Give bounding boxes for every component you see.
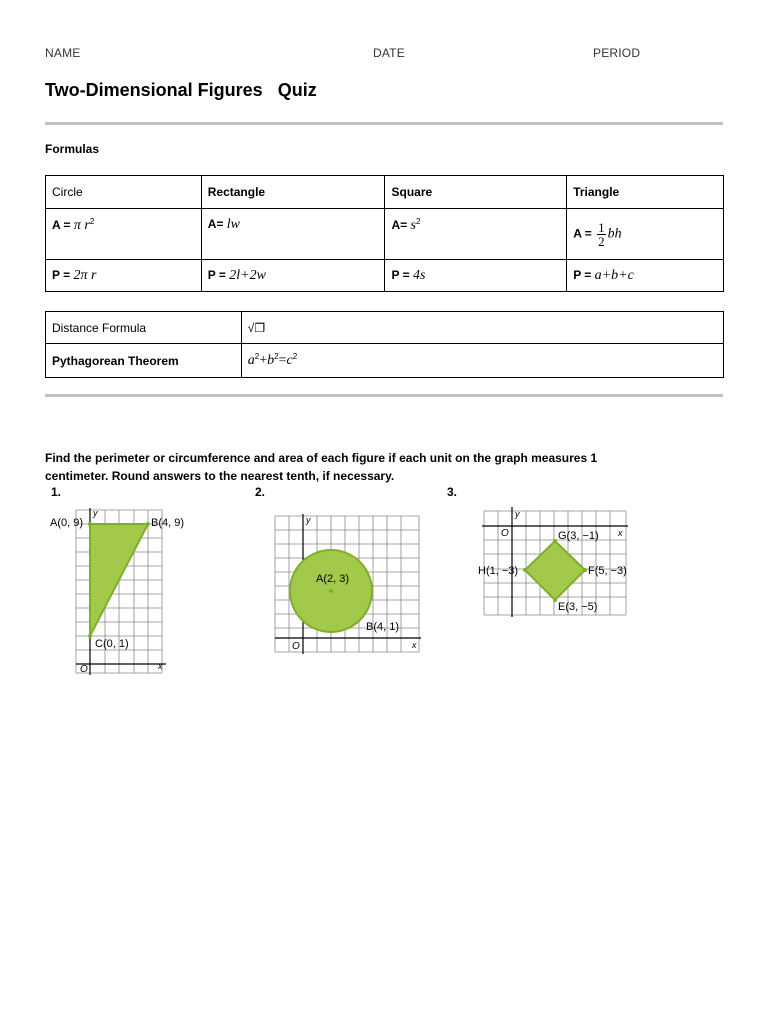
x-axis-label: x — [618, 528, 623, 538]
point-f-label: F(5, −3) — [588, 565, 627, 577]
point-b-label: B(4, 9) — [151, 517, 185, 529]
period-label: PERIOD — [593, 46, 641, 60]
col-triangle: Triangle — [567, 176, 724, 209]
formulas-table — [45, 175, 724, 292]
origin-label: O — [292, 641, 300, 652]
rect-area: A= lw — [201, 209, 385, 260]
point-e-label: E(3, −5) — [558, 601, 598, 613]
problem-1-number: 1. — [51, 485, 62, 499]
x-axis-label: x — [412, 640, 417, 650]
instructions: Find the perimeter or circumference and area of each figure if each unit on the graph measures 1 centimeter. Round answers to the nearest tenth, if necessary. — [45, 451, 598, 483]
square-perimeter: P = 4s — [385, 260, 567, 292]
y-axis-label: y — [93, 508, 98, 518]
triangle-perimeter: P = a+b+c — [567, 260, 724, 292]
triangle-area: A = $\frac{1}{2}$ bh — [567, 209, 724, 260]
rect-perimeter: P = 2l+2w — [201, 260, 385, 292]
origin-label: O — [501, 528, 509, 539]
graph-1 — [45, 505, 185, 680]
circle-perimeter: P = 2π r — [46, 260, 202, 292]
date-label: DATE — [373, 46, 405, 60]
circle-area: A = π $r^2$ — [46, 209, 202, 260]
point-h-label: H(1, −3) — [478, 565, 519, 577]
divider-top — [45, 122, 723, 125]
col-square: Square — [385, 176, 567, 209]
problem-3-number: 3. — [447, 485, 458, 499]
formulas-heading: Formulas — [45, 142, 100, 156]
title-main: Two-Dimensional Figures — [45, 80, 263, 100]
x-axis-label: x — [158, 661, 163, 671]
pythag-label: Pythagorean Theorem — [46, 344, 242, 378]
title-sub: Quiz — [277, 80, 317, 100]
point-a-label: A(2, 3) — [316, 573, 350, 585]
point-b-label: B(4, 1) — [366, 621, 400, 633]
page-title — [45, 80, 317, 101]
square-area: $A= s^2$ — [385, 209, 567, 260]
distance-label: Distance Formula — [46, 312, 242, 344]
graph-2 — [270, 512, 425, 657]
point-c-label: C(0, 1) — [95, 638, 129, 650]
y-axis-label: y — [515, 509, 520, 519]
problem-2-number: 2. — [255, 485, 266, 499]
square-shape — [525, 541, 585, 600]
point-a-label: A(0, 9) — [50, 517, 84, 529]
distance-value: √❐ — [241, 312, 723, 344]
y-axis-label: y — [306, 515, 311, 525]
extra-formulas-table — [45, 311, 724, 378]
pythag-value: $a^2+b^2=c^2$ — [241, 344, 723, 378]
col-circle: Circle — [46, 176, 202, 209]
name-label: NAME — [45, 46, 81, 60]
origin-label: O — [80, 664, 88, 675]
divider-bottom — [45, 394, 723, 397]
point-g-label: G(3, −1) — [558, 530, 599, 542]
col-rectangle: Rectangle — [201, 176, 385, 209]
graph-3 — [475, 505, 635, 620]
